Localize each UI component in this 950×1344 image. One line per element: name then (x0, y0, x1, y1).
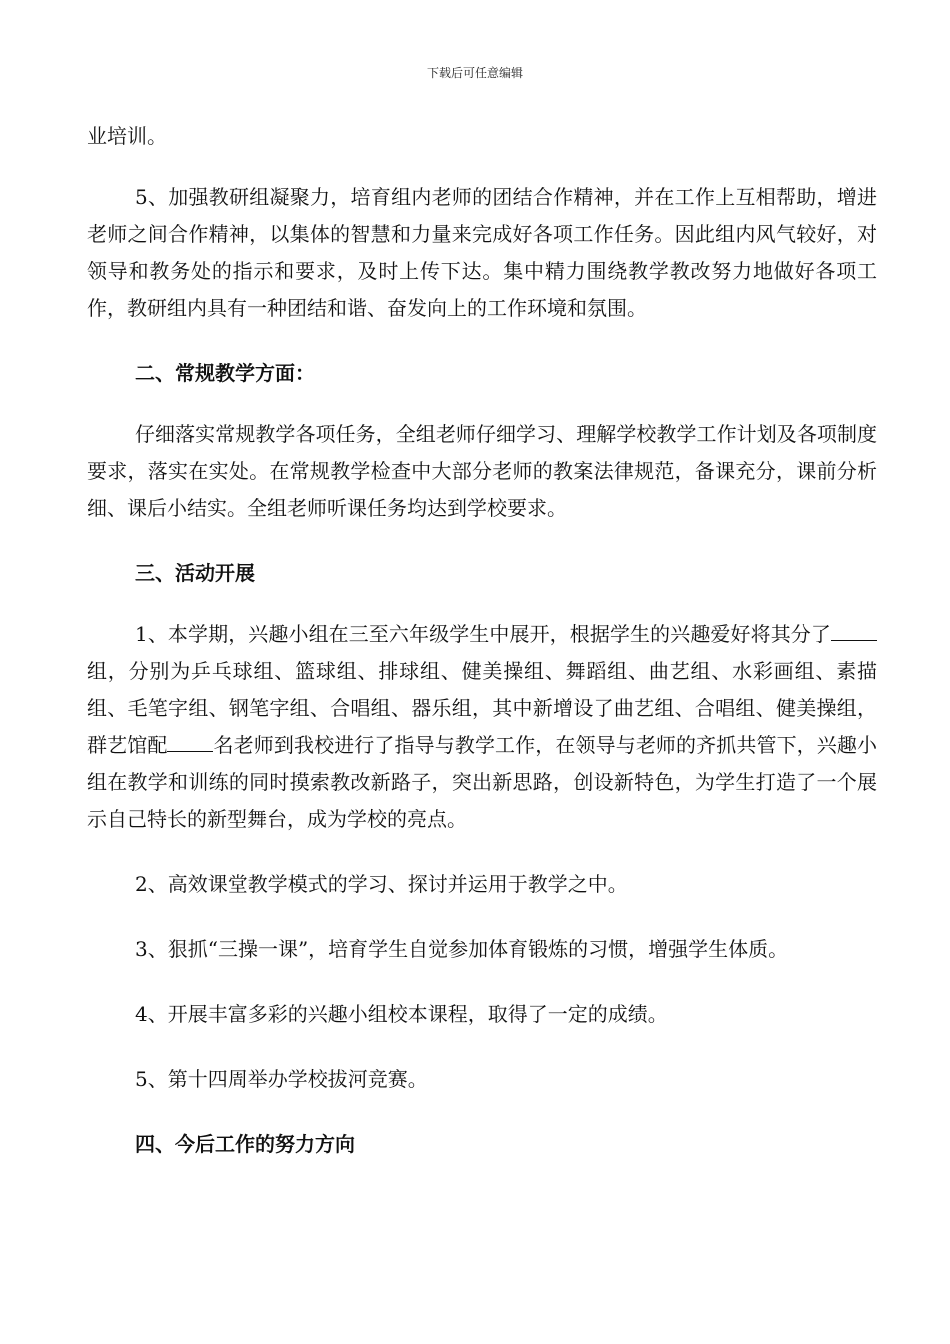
document-body (87, 118, 877, 1163)
blank-underline (167, 729, 213, 752)
paragraph-item-5: 5、加强教研组凝聚力，培育组内老师的团结合作精神，并在工作上互相帮助，增进老师之间合作精神，以集体的智慧和力量来完成好各项工作任务。因此组内风气较好，对领导和教务处的指示和要求，及时上传下达。集中精力围绕教学教改努力地做好各项工作，教研组内具有一种团结和谐、奋发向上的工作环境和氛围。 (87, 185, 877, 320)
paragraph-activity-1 (87, 616, 877, 838)
section-heading-3: 三、活动开展 (135, 561, 255, 585)
section-heading-2: 二、常规教学方面： (135, 361, 315, 385)
paragraph-activity-5: 5、第十四周举办学校拔河竞赛。 (135, 1067, 428, 1091)
paragraph-activity-2: 2、高效课堂教学模式的学习、探讨并运用于教学之中。 (135, 872, 628, 896)
text-segment: 1、本学期，兴趣小组在三至六年级学生中展开，根据学生的兴趣爱好将其分了 (135, 622, 831, 646)
text-segment: 组，分别为乒乓球组、篮球组、排球组、健美操组、舞蹈组、曲艺组、水彩画组、素描组、毛笔字组、钢笔字组、合唱组、器乐组，其中新增设了曲艺组、合唱组、健美操组，群艺馆配 (87, 659, 877, 757)
paragraph-continuation: 业培训。 (87, 124, 167, 148)
paragraph-activity-3: 3、狠抓“三操一课”，培育学生自觉参加体育锻炼的习惯，增强学生体质。 (135, 937, 789, 961)
paragraph-activity-4: 4、开展丰富多彩的兴趣小组校本课程，取得了一定的成绩。 (135, 1002, 668, 1026)
page-header: 下载后可任意编辑 (426, 66, 523, 80)
blank-underline (831, 618, 877, 641)
text-segment: 名老师到我校进行了指导与教学工作，在领导与老师的齐抓共管下，兴趣小组在教学和训练的同时摸索教改新路子，突出新思路，创设新特色，为学生打造了一个展示自己特长的新型舞台，成为学校的亮点。 (87, 733, 878, 831)
section-heading-4: 四、今后工作的努力方向 (135, 1132, 355, 1156)
paragraph-routine-teaching: 仔细落实常规教学各项任务，全组老师仔细学习、理解学校教学工作计划及各项制度要求，落实在实处。在常规教学检查中大部分老师的教案法律规范，备课充分，课前分析细、课后小结实。全组老师听课任务均达到学校要求。 (87, 422, 877, 520)
